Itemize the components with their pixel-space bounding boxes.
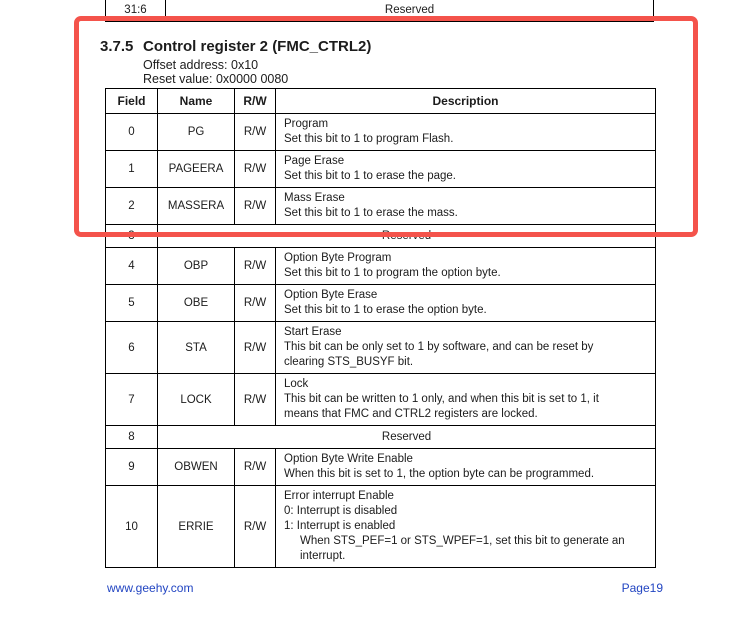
section-number: 3.7.5	[100, 38, 134, 55]
page-number: Page19	[621, 581, 663, 595]
description-line: Mass Erase	[284, 192, 345, 204]
rw-cell: R/W	[235, 151, 276, 188]
description-cell	[276, 248, 656, 285]
offset-address-line: Offset address: 0x10	[143, 58, 259, 72]
top-row-description-cell: Reserved	[384, 4, 435, 16]
field-cell: 1	[106, 151, 158, 188]
description-line: clearing STS_BUSYF bit.	[284, 356, 414, 368]
description-cell	[276, 374, 656, 426]
reserved-cell: Reserved	[158, 426, 656, 449]
field-cell: 4	[106, 248, 158, 285]
top-row-field-cell: 31:6	[106, 0, 166, 20]
rw-cell: R/W	[235, 322, 276, 374]
description-line: 1: Interrupt is enabled	[284, 520, 396, 532]
name-cell: OBWEN	[158, 449, 235, 486]
field-cell: 0	[106, 114, 158, 151]
table-row	[106, 114, 656, 151]
name-cell: ERRIE	[158, 486, 235, 568]
description-cell	[276, 486, 656, 568]
description-cell	[276, 151, 656, 188]
rw-cell: R/W	[235, 285, 276, 322]
name-cell: STA	[158, 322, 235, 374]
header-row	[106, 89, 656, 114]
description-line: This bit can be written to 1 only, and when this bit is set to 1, it	[284, 393, 599, 405]
name-cell: PG	[158, 114, 235, 151]
description-line: Option Byte Erase	[284, 289, 378, 301]
description-cell	[276, 114, 656, 151]
description-line: Set this bit to 1 to erase the option byte.	[284, 304, 487, 316]
description-line: When this bit is set to 1, the option byte can be programmed.	[284, 468, 595, 480]
reserved-cell: Reserved	[158, 225, 656, 248]
field-cell: 9	[106, 449, 158, 486]
table-row	[106, 486, 656, 568]
description-cell	[276, 285, 656, 322]
rw-cell: R/W	[235, 449, 276, 486]
table-row	[106, 188, 656, 225]
table-row	[106, 426, 656, 449]
register-table-header	[106, 89, 656, 114]
description-line: Start Erase	[284, 326, 342, 338]
description-cell	[276, 449, 656, 486]
header-cell: Field	[106, 89, 158, 114]
rw-cell: R/W	[235, 486, 276, 568]
field-cell: 2	[106, 188, 158, 225]
name-cell: PAGEERA	[158, 151, 235, 188]
name-cell: OBP	[158, 248, 235, 285]
description-line: interrupt.	[284, 550, 346, 562]
header-cell: Name	[158, 89, 235, 114]
rw-cell: R/W	[235, 374, 276, 426]
table-row	[106, 374, 656, 426]
header-cell: Description	[276, 89, 656, 114]
table-row	[106, 225, 656, 248]
description-line: means that FMC and CTRL2 registers are locked.	[284, 408, 538, 420]
description-line: Page Erase	[284, 155, 345, 167]
field-cell: 6	[106, 322, 158, 374]
description-line: Set this bit to 1 to program Flash.	[284, 133, 454, 145]
table-row	[106, 285, 656, 322]
table-row	[106, 151, 656, 188]
description-line: When STS_PEF=1 or STS_WPEF=1, set this bit to generate an	[284, 535, 625, 547]
register-table-body	[106, 114, 656, 568]
rw-cell: R/W	[235, 248, 276, 285]
description-line: 0: Interrupt is disabled	[284, 505, 398, 517]
top-partial-table-row	[105, 0, 654, 22]
description-line: Lock	[284, 378, 309, 390]
description-line: Set this bit to 1 to erase the mass.	[284, 207, 458, 219]
register-table	[105, 88, 656, 568]
description-line: Set this bit to 1 to program the option byte.	[284, 267, 501, 279]
section-title: Control register 2 (FMC_CTRL2)	[143, 38, 372, 55]
description-line: Option Byte Program	[284, 252, 392, 264]
table-row	[106, 322, 656, 374]
table-row	[106, 449, 656, 486]
description-line: This bit can be only set to 1 by software, and can be reset by	[284, 341, 594, 353]
field-cell: 5	[106, 285, 158, 322]
description-line: Program	[284, 118, 329, 130]
field-cell: 8	[106, 426, 158, 449]
description-line: Error interrupt Enable	[284, 490, 394, 502]
section-heading	[100, 38, 371, 55]
description-cell	[276, 188, 656, 225]
reset-value-line: Reset value: 0x0000 0080	[143, 72, 289, 86]
rw-cell: R/W	[235, 114, 276, 151]
header-cell: R/W	[235, 89, 276, 114]
description-line: Option Byte Write Enable	[284, 453, 413, 465]
name-cell: MASSERA	[158, 188, 235, 225]
table-row	[106, 248, 656, 285]
name-cell: LOCK	[158, 374, 235, 426]
description-cell	[276, 322, 656, 374]
website-link[interactable]: www.geehy.com	[107, 581, 194, 595]
field-cell: 10	[106, 486, 158, 568]
field-cell: 7	[106, 374, 158, 426]
description-line: Set this bit to 1 to erase the page.	[284, 170, 456, 182]
rw-cell: R/W	[235, 188, 276, 225]
field-cell: 3	[106, 225, 158, 248]
name-cell: OBE	[158, 285, 235, 322]
